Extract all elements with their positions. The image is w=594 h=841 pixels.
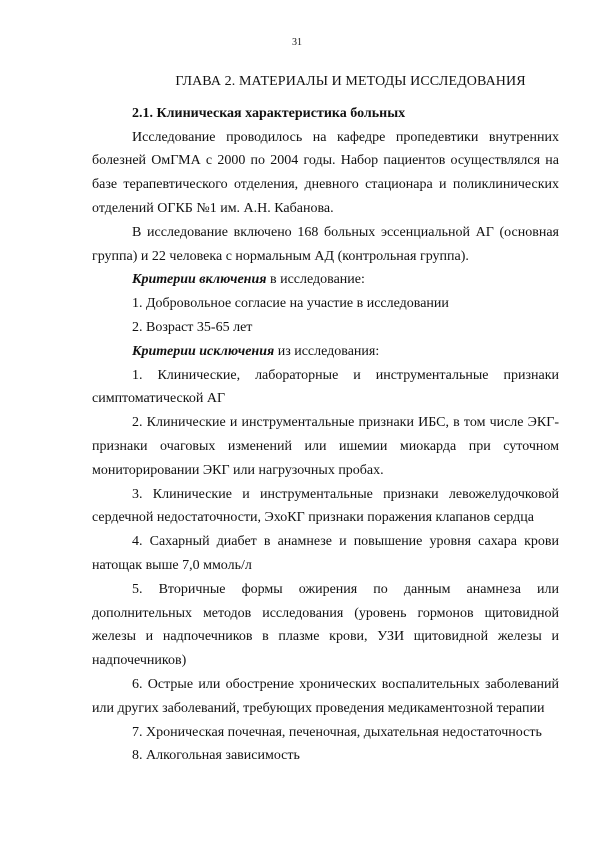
exclusion-criteria-label: Критерии исключения <box>132 343 275 359</box>
page-content <box>92 70 559 768</box>
exclusion-criteria-suffix: из исследования: <box>274 343 380 359</box>
exclusion-item: 1. Клинические, лабораторные и инструментальные признаки симптоматической АГ <box>92 367 559 407</box>
exclusion-item: 2. Клинические и инструментальные признаки ИБС, в том числе ЭКГ-признаки очаговых изменений или ишемии миокарда при суточном мониторировании ЭКГ или нагрузочных пробах. <box>92 415 559 478</box>
exclusion-item: 6. Острые или обострение хронических воспалительных заболеваний или других заболеваний, требующих проведения медикаментозной терапии <box>92 676 559 716</box>
inclusion-item: 2. Возраст 35-65 лет <box>132 319 253 335</box>
inclusion-criteria-label: Критерии включения <box>132 272 267 288</box>
paragraph-study-location: Исследование проводилось на кафедре пропедевтики внутренних болезней ОмГМА с 2000 по 2004 годы. Набор пациентов осуществлялся на базе терапевтического отделения, дневного стационара и поликлинических отделений ОГКБ №1 им. А.Н. Кабанова. <box>92 129 559 216</box>
inclusion-criteria-suffix: в исследование: <box>266 272 365 288</box>
exclusion-item: 4. Сахарный диабет в анамнезе и повышение уровня сахара крови натощак выше 7,0 ммоль/л <box>92 534 559 573</box>
section-title: 2.1. Клиническая характеристика больных <box>132 105 406 121</box>
chapter-title: ГЛАВА 2. МАТЕРИАЛЫ И МЕТОДЫ ИССЛЕДОВАНИЯ <box>175 74 526 89</box>
exclusion-item: 8. Алкогольная зависимость <box>132 748 300 764</box>
inclusion-criteria-heading <box>92 268 559 292</box>
paragraph-study-groups: В исследование включено 168 больных эссенциальной АГ (основная группа) и 22 человека с нормальным АД (контрольная группа). <box>92 224 559 264</box>
exclusion-criteria-heading <box>92 340 559 364</box>
exclusion-item: 5. Вторичные формы ожирения по данным анамнеза или дополнительных методов исследования (уровень гормонов щитовидной железы и надпочечников в плазме крови, УЗИ щитовидной железы и надпочечников) <box>92 581 559 669</box>
exclusion-item: 7. Хроническая почечная, печеночная, дыхательная недостаточность <box>132 724 542 740</box>
inclusion-item: 1. Добровольное согласие на участие в исследовании <box>132 296 449 312</box>
exclusion-item: 3. Клинические и инструментальные признаки левожелудочковой сердечной недостаточности, ЭхоКГ признаки поражения клапанов сердца <box>92 486 559 526</box>
page-number: 31 <box>292 37 302 48</box>
